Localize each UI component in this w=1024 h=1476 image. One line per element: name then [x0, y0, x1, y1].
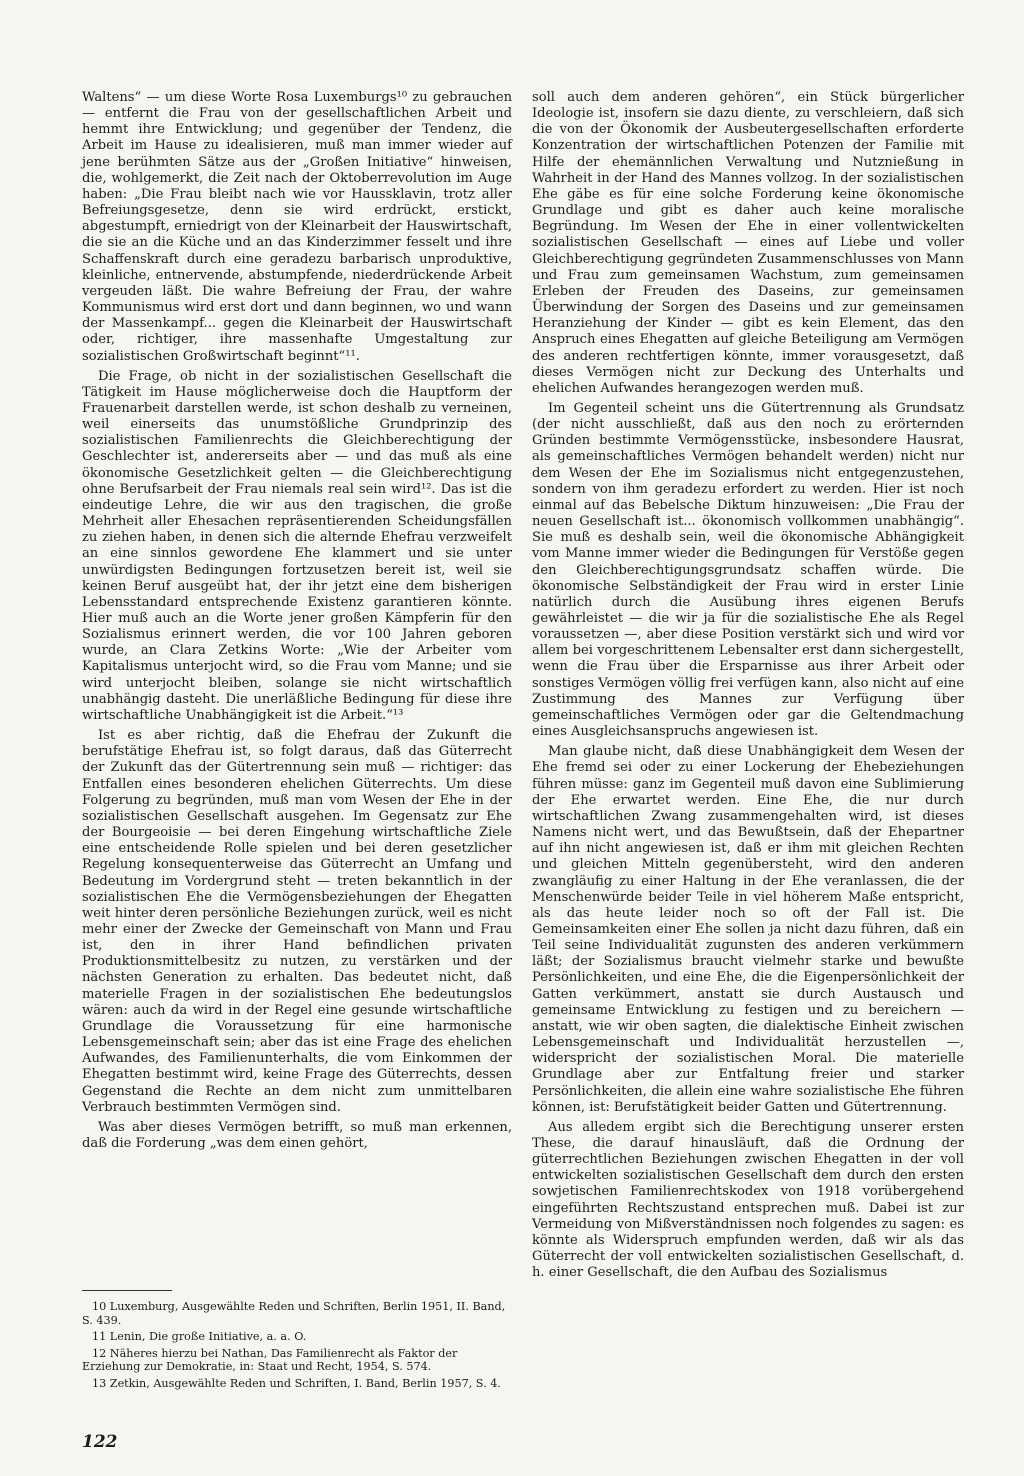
paragraph: Aus alledem ergibt sich die Berechtigung unserer ersten These, die darauf hinausläuft, daß die Ordnung der güterrechtlichen Beziehungen zwischen Ehegatten in der voll entwickelten sozialistischen Gesellschaft dem durch den ersten sowjetischen Familienrechtskodex von 1918 vorübergehend eingeführten Rechtszustand entsprechen muß. Dabei ist zur Vermeidung von Mißverständnissen noch folgendes zu sagen: es könnte als Widerspruch empfunden werden, daß wir als das Güterrecht der voll entwickelten sozialistischen Gesellschaft, d. h. einer Gesellschaft, die den Aufbau des Sozialismus: [532, 1119, 964, 1281]
paragraph: Man glaube nicht, daß diese Unabhängigkeit dem Wesen der Ehe fremd sei oder zu einer Lockerung der Ehebeziehungen führen müsse: ganz im Gegenteil muß davon eine Sublimierung der Ehe erwartet werden. Eine Ehe, die nur durch wirtschaftlichen Zwang zusammengehalten wird, ist dieses Namens nicht wert, und das Bewußtsein, daß der Ehepartner auf ihn nicht angewiesen ist, daß er ihm mit gleichen Rechten und gleichen Mitteln gegenübersteht, wird den anderen zwangläufig zu einer Haltung in der Ehe veranlassen, die der Menschenwürde beider Teile in viel höherem Maße entspricht, als das heute leider noch so oft der Fall ist. Die Gemeinsamkeiten einer Ehe sollen ja nicht dazu führen, daß ein Teil seine Individualität zugunsten des anderen verkümmern läßt; der Sozialismus braucht vielmehr starke und bewußte Persönlichkeiten, und eine Ehe, die die Eigenpersönlichkeit der Gatten verkümmert, anstatt sie durch Austausch und gemeinsame Entwicklung zu festigen und zu bereichern — anstatt, wie wir oben sagten, die dialektische Einheit zwischen Lebensgemeinschaft und Individualität herzustellen —, widerspricht der sozialistischen Moral. Die materielle Grundlage aber zur Entfaltung freier und starker Persönlichkeiten, die allein eine wahre sozialistische Ehe führen können, ist: Berufstätigkeit beider Gatten und Gütertrennung.: [532, 744, 964, 1115]
footnote: 13 Zetkin, Ausgewählte Reden und Schriften, I. Band, Berlin 1957, S. 4.: [92, 1376, 501, 1390]
footnote: 11 Lenin, Die große Initiative, a. a. O.: [92, 1330, 307, 1344]
paragraph: Im Gegenteil scheint uns die Gütertrennung als Grundsatz (der nicht ausschließt, daß aus den noch zu erörternden Gründen bestimmte Vermögensstücke, insbesondere Hausrat, als gemeinschaftliches Vermögen behandelt werden) nicht nur dem Wesen der Ehe im Sozialismus nicht entgegenzustehen, sondern von ihm geradezu erfordert zu werden. Hier ist noch einmal auf das Bebelsche Diktum hinzuweisen: „Die Frau der neuen Gesellschaft ist... ökonomisch vollkommen unabhängig“. Sie muß es deshalb sein, weil die ökonomische Abhängigkeit vom Manne immer wieder die Bedingungen für Verstöße gegen den Gleichberechtigungsgrundsatz schaffen würde. Die ökonomische Selbständigkeit der Frau wird in erster Linie natürlich durch die Ausübung ihres eigenen Berufs gewährleistet — die wir ja für die sozialistische Ehe als Regel voraussetzen —, aber diese Position verstärkt sich und wird vor allem bei vorgeschrittenem Lebensalter erst dann sichergestellt, wenn die Frau über die Ersparnisse aus ihrer Arbeit oder sonstiges Vermögen völlig frei verfügen kann, also nicht auf eine Zustimmung des Mannes zur Verfügung über gemeinschaftliches Vermögen oder gar die Geltendmachung eines Ausgleichsanspruchs angewiesen ist.: [532, 400, 964, 740]
paragraph: Was aber dieses Vermögen betrifft, so muß man erkennen, daß die Forderung „was dem einen gehört,: [82, 1119, 512, 1151]
footnote: 12 Näheres hierzu bei Nathan, Das Familienrecht als Faktor der Erziehung zur Demokratie, in: Staat und Recht, 1954, S. 574.: [82, 1346, 458, 1374]
footnote-divider: [82, 1290, 172, 1291]
paragraph: Die Frage, ob nicht in der sozialistischen Gesellschaft die Tätigkeit im Hause möglicherweise doch die Hauptform der Frauenarbeit darstellen werde, ist schon deshalb zu verneinen, weil einerseits das unumstößliche Grundprinzip des sozialistischen Familienrechts die Gleichberechtigung der Geschlechter ist, andererseits aber — und das muß als eine ökonomische Gesetzlichkeit gelten — die Gleichberechtigung ohne Berufsarbeit der Frau niemals real sein wird¹². Das ist die eindeutige Lehre, die wir aus den tragischen, die große Mehrheit aller Ehesachen repräsentierenden Scheidungsfällen zu ziehen haben, in denen sich die alternde Ehefrau verzweifelt an eine sinnlos gewordene Ehe klammert und sie unter unwürdigsten Bedingungen fortzusetzen bereit ist, weil sie keinen Beruf ausgeübt hat, der ihr jetzt eine dem bisherigen Lebensstandard entsprechende Existenz garantieren könnte. Hier muß auch an die Worte jener großen Kämpferin für den Sozialismus erinnert werden, die vor 100 Jahren geboren wurde, an Clara Zetkins Worte: „Wie der Arbeiter vom Kapitalismus unterjocht wird, so die Frau vom Manne; und sie wird unterjocht bleiben, solange sie nicht wirtschaftlich unabhängig dasteht. Die unerläßliche Bedingung für diese ihre wirtschaftliche Unabhängigkeit ist die Arbeit.“¹³: [82, 368, 512, 723]
right-column: [532, 90, 964, 1285]
paragraph: Ist es aber richtig, daß die Ehefrau der Zukunft die berufstätige Ehefrau ist, so folgt daraus, daß das Güterrecht der Zukunft das der Gütertrennung sein muß — richtiger: das Entfallen eines besonderen ehelichen Güterrechts. Um diese Folgerung zu begründen, muß man vom Wesen der Ehe in der sozialistischen Gesellschaft ausgehen. Im Gegensatz zur Ehe der Bourgeoisie — bei deren Eingehung wirtschaftliche Ziele eine entscheidende Rolle spielen und bei deren gesetzlicher Regelung konsequenterweise das Güterrecht an Umfang und Bedeutung im Vordergrund steht — treten bekanntlich in der sozialistischen Ehe die Vermögensbeziehungen der Ehegatten weit hinter deren persönliche Beziehungen zurück, weil es nicht mehr einer der Zwecke der Gemeinschaft von Mann und Frau ist, den in ihrer Hand befindlichen privaten Produktionsmittelbesitz zu nutzen, zu verstärken und der nächsten Generation zu erhalten. Das bedeutet nicht, daß materielle Fragen in der sozialistischen Ehe bedeutungslos wären: auch da wird in der Regel eine gesunde wirtschaftliche Grundlage die Voraussetzung für eine harmonische Lebensgemeinschaft sein; aber das ist eine Frage des ehelichen Aufwandes, des Familienunterhalts, die vom Einkommen der Ehegatten bestimmt wird, keine Frage des Güterrechts, dessen Gegenstand die Rechte an dem nicht zum unmittelbaren Verbrauch bestimmten Vermögen sind.: [82, 728, 512, 1115]
paragraph: Waltens“ — um diese Worte Rosa Luxemburgs¹⁰ zu gebrauchen — entfernt die Frau von der gesellschaftlichen Arbeit und hemmt ihre Entwicklung; und gegenüber der Tendenz, die Arbeit im Hause zu idealisieren, muß man immer wieder auf jene berühmten Sätze aus der „Großen Initiative“ hinweisen, die, wohlgemerkt, die Zeit nach der Oktoberrevolution im Auge haben: „Die Frau bleibt nach wie vor Haussklavin, trotz aller Befreiungsgesetze, denn sie wird erdrückt, erstickt, abgestumpft, erniedrigt von der Kleinarbeit der Hauswirtschaft, die sie an die Küche und an das Kinderzimmer fesselt und ihre Schaffenskraft durch eine geradezu barbarisch unproduktive, kleinliche, entnervende, abstumpfende, niederdrückende Arbeit vergeuden läßt. Die wahre Befreiung der Frau, der wahre Kommunismus wird erst dort und dann beginnen, wo und wann der Massenkampf... gegen die Kleinarbeit der Hauswirtschaft oder, richtiger, ihre massenhafte Umgestaltung zur sozialistischen Großwirtschaft beginnt“¹¹.: [82, 90, 512, 364]
paragraph: soll auch dem anderen gehören“, ein Stück bürgerlicher Ideologie ist, insofern sie dazu diente, zu verschleiern, daß sich die von der Ökonomik der Ausbeutergesellschaften erforderte Konzentration der wirtschaftlichen Potenzen der Familie mit Hilfe der ehemännlichen Verwaltung und Nutznießung in Wahrheit in der Hand des Mannes vollzog. In der sozialistischen Ehe gäbe es für eine solche Forderung keine ökonomische Grundlage und gibt es daher auch keine moralische Begründung. Im Wesen der Ehe in einer vollentwickelten sozialistischen Gesellschaft — eines auf Liebe und voller Gleichberechtigung gegründeten Zusammenschlusses von Mann und Frau zum gemeinsamen Wachstum, zum gemeinsamen Erleben der Freuden des Daseins, zur gemeinsamen Überwindung der Sorgen des Daseins und zur gemeinsamen Heranziehung der Kinder — gibt es kein Element, das den Anspruch eines Ehegatten auf gleiche Beteiligung am Vermögen des anderen rechtfertigen könnte, immer vorausgesetzt, daß dieses Vermögen nicht zur Deckung des Unterhalts und ehelichen Aufwandes herangezogen werden muß.: [532, 90, 964, 396]
left-column: [82, 90, 512, 1156]
footnotes: [82, 1300, 512, 1394]
footnote: 10 Luxemburg, Ausgewählte Reden und Schriften, Berlin 1951, II. Band, S. 439.: [82, 1300, 506, 1327]
page-number: 122: [82, 1432, 118, 1452]
